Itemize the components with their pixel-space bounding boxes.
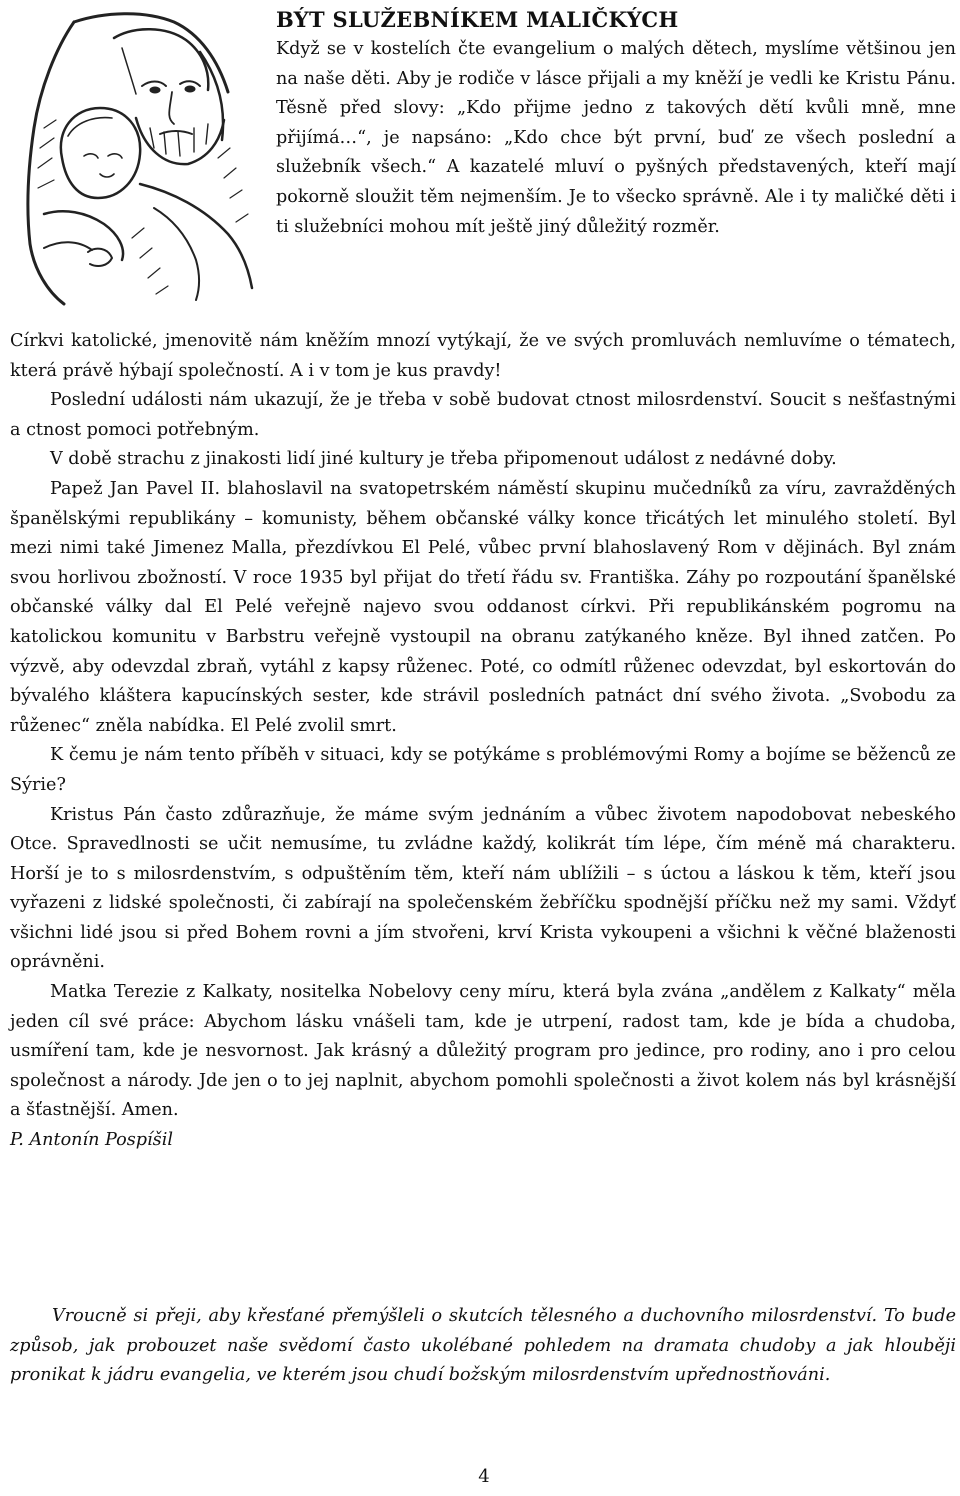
body-paragraph-4: Papež Jan Pavel II. blahoslavil na svatopetrském náměstí skupinu mučedníků za víru, zavražděných španělskými republikány – komunisty, během občanské války konce třicátých let minulého století. Byl mezi nimi také Jimenez Malla, přezdívkou El Pelé, vůbec první blahoslavený Rom v dějinách. Byl znám svou horlivou zbožností. V roce 1935 byl přijat do třetí řádu sv. Františka. Záhy po rozpoutání španělské občanské války dal El Pelé veřejně najevo svou oddanost církvi. Při republikánském pogromu na katolickou komunitu v Barbstru veřejně vystoupil na obranu zatýkaného kněze. Byl ihned zatčen. Po výzvě, aby odevzdal zbraň, vytáhl z kapsy růženec. Poté, co odmítl růženec odevzdat, byl eskortován do bývalého kláštera kapucínských sester, kde strávil posledních patnáct dní svého života. „Svobodu za růženec“ zněla nabídka. El Pelé zvolil smrt. bbox=[10, 478, 956, 736]
body-paragraph-6: Kristus Pán často zdůrazňuje, že máme svým jednáním a vůbec životem napodobovat nebeského Otce. Spravedlnosti se učit nemusíme, tu zvládne každý, kolikrát tím lépe, čím méně má charakteru. Horší je to s milosrdenstvím, s odpuštěním těm, kteří nám ublížili – s úctou a láskou k těm, kteří jsou vyřazeni z lidské společnosti, či zabírají na společenském žebříčku spodnější příčku než my sami. Vždyť všichni lidé jsou si před Bohem rovni a jím stvořeni, krví Krista vykoupeni a všichni k věčné blaženosti oprávněni. bbox=[10, 804, 956, 973]
author-signature: P. Antonín Pospíšil bbox=[10, 1130, 173, 1151]
article-title: BÝT SLUŽEBNÍKEM MALIČKÝCH bbox=[276, 7, 679, 32]
body-paragraph-7: Matka Terezie z Kalkaty, nositelka Nobelovy ceny míru, která byla zvána „andělem z Kalkaty“ měla jeden cíl své práce: Abychom lásku vnášeli tam, kde je utrpení, radost tam, kde je bída a chudoba, usmíření tam, kde je nesvornost. Jak krásný a důležitý program pro jedince, pro rodiny, ano i pro celou společnost a národy. Jde jen o to jej naplnit, abychom pomohli společnosti a život kolem nás byl krásnější a šťastnější. Amen. bbox=[10, 982, 956, 1121]
intro-paragraph: Když se v kostelích čte evangelium o malých dětech, myslíme většinou jen na naše děti. Aby je rodiče v lásce přijali a my kněží je vedli ke Kristu Pánu. Těsně před slovy: „Kdo přijme jedno z takových dětí kvůli mně, mne přijímá…“, je napsáno: „Kdo chce být první, buď ze všech poslední a služebník všech.“ A kazatelé mluví o pyšných představených, kteří mají pokorně sloužit těm nejmenším. Je to všecko správně. Ale i ty maličké děti i ti služebníci mohou mít ještě jiný důležitý rozměr. bbox=[276, 39, 956, 237]
body-paragraph-1: Církvi katolické, jmenovitě nám kněžím mnozí vytýkají, že ve svých promluvách nemluvíme o tématech, která právě hýbají společností. A i v tom je kus pravdy! bbox=[10, 331, 956, 381]
body-paragraph-5: K čemu je nám tento příběh v situaci, kdy se potýkáme s problémovými Romy a bojíme se běženců ze Sýrie? bbox=[10, 745, 956, 795]
body-paragraph-2: Poslední události nám ukazují, že je třeba v sobě budovat ctnost milosrdenství. Soucit s nešťastnými a ctnost pomoci potřebným. bbox=[10, 390, 956, 440]
father-child-sketch-icon bbox=[4, 8, 268, 308]
closing-paragraph: Vroucně si přeji, aby křesťané přemýšleli o skutcích tělesného a duchovního milosrdenství. To bude způsob, jak probouzet naše svědomí často ukolébané pohledem na dramata chudoby a jak hlouběji pronikat k jádru evangelia, ve kterém jsou chudí božským milosrdenstvím upřednostňováni. bbox=[10, 1306, 956, 1386]
body-paragraph-3: V době strachu z jinakosti lidí jiné kultury je třeba připomenout událost z nedávné doby. bbox=[50, 449, 837, 470]
article-body bbox=[10, 327, 956, 1156]
page-number: 4 bbox=[478, 1466, 490, 1487]
